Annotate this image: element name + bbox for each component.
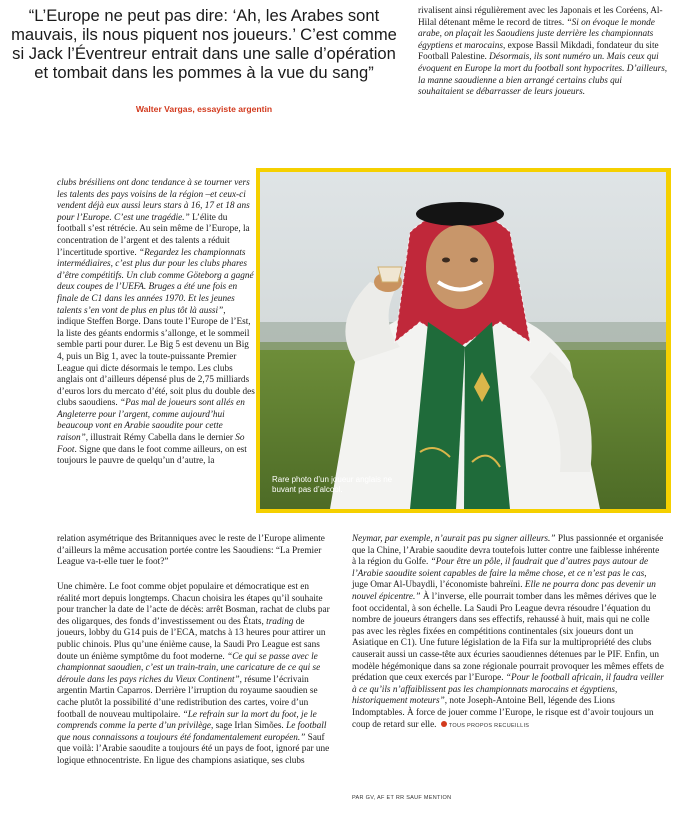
text-run: “Pour le football africain, il faudra veiller à ce qu’ils n’affaiblissent pas les championnats marocains et égyptiens, historiquement moteurs” — [352, 673, 664, 707]
credit-line-2: PAR GV, AF ET RR SAUF MENTION — [352, 795, 452, 801]
text-run: “Pour être un pôle, il faudrait que d’autres pays autour de l’Arabie saoudite soient capables de faire la même chose, et ce n’est pas le cas — [352, 557, 649, 579]
text-run: “Regardez les championnats intermédiaires, c’est plus dur pour les clubs phares d’être compétitifs. Un club comme Göteborg a gagné deux coupes de l’UEFA. Bruges a été une fois en finale de C1 dans les années 1970. Et les jeunes talents s’en vont de plus en plus tôt là aussi” — [57, 247, 254, 316]
photo — [260, 172, 666, 509]
text-run: , note Joseph-Antoine Bell, légende des Lions Indomptables. À force de jouer comme l’Europe, le risque est d’avoir toujours un coup de retard sur elle. — [352, 696, 654, 730]
column-2-runs — [352, 534, 664, 730]
text-run: “Ce qui se passe avec le championnat saoudien, c’est un train-train, une caricature de ce qui se déroule dans les pays riches du Vieux Continent” — [57, 651, 321, 685]
text-run: , juge Omar Al-Ubaydli, l’économiste bahreïni. — [352, 568, 647, 591]
text-run: Elle ne pourra donc pas devenir un nouvel épicentre.” — [352, 580, 656, 602]
text-run: “Pas mal de joueurs sont allés en Angleterre pour l’argent, comme aujourd’hui beaucoup vont en Arabie saoudite pour cette raison” — [57, 398, 245, 444]
pull-quote: “L’Europe ne peut pas dire: ‘Ah, les Arabes sont mauvais, ils nous piquent nos joueurs.’ C’est comme si Jack l’Éventreur entrait dans une salle d’opération et tombait dans les pommes à la vue du sang” — [11, 6, 397, 82]
column-1-bottom-text — [57, 582, 333, 768]
photo-caption: Rare photo d’un joueur anglais ne buvant pas d’alcool. — [272, 475, 393, 494]
credit-line-1: TOUS PROPOS RECUEILLIS — [448, 722, 530, 729]
text-run: Sauf que voilà: l’Arabie saoudite a toujours été un pays de foot, ignoré par une logique ethnocentriste. En ligue des champions asiatique, ses clubs — [57, 732, 330, 766]
photo-frame — [256, 168, 671, 513]
text-run: So Foot — [57, 433, 245, 455]
text-run: , sage Irlan Simões. — [211, 721, 287, 732]
text-run: Neymar, par exemple, n’aurait pas pu signer ailleurs.” — [352, 534, 556, 544]
text-run: “Si on évoque le monde arabe, on plaçait les Saoudiens juste derrière les championnats égyptiens et marocains — [418, 17, 655, 51]
text-run: Désormais, ils sont numéro un. Mais ceux qui évoquent en Europe la mort du football sont hypocrites. D’ailleurs, la manne saoudienne a bien arrangé certains clubs qui souhaitaient se débarrasser de leurs joueurs. — [418, 52, 668, 98]
text-run: À l’inverse, elle pourrait tomber dans les mêmes dérives que le foot occidental, à son échelle. La Saudi Pro League devra résoudre l’équation du nombre de joueurs étrangers dans ses effectifs, rehaussé à huit, mais qui ne colle pas avec les règles fixées en compétitions continentales (six joueurs dont un Asiatique en C1). Une future législation de la Fifa sur la multipropriété des clubs causerait aussi un casse-tête aux écuries saoudiennes détenues par le PIF. Enfin, un modèle hégémonique dans sa zone régionale pourrait provoquer les mêmes effets de prédation que ceux exercés par l’Europe. — [352, 591, 664, 684]
text-run: Une chimère. Le foot comme objet populaire et démocratique est en réalité mort depuis longtemps. Chacun choisira les étapes qu’il souhaite pour trancher la date de l’acte de décès: arrêt Bosman, rachat de clubs par des oligarques, des fonds d’investissement ou des États, — [57, 582, 330, 627]
text-run: , illustrait Rémy Cabella dans le dernier — [85, 433, 236, 444]
end-mark-icon — [441, 721, 447, 727]
text-run: rivalisent ainsi régulièrement avec les Japonais et les Coréens, Al-Hilal détenant même le record de titres. — [418, 6, 663, 28]
man-in-keffiyeh-illustration — [260, 172, 666, 509]
pull-quote-attribution: Walter Vargas, essayiste argentin — [135, 104, 273, 114]
text-run: L’élite du football s’est rétrécie. Au sein même de l’Europe, la concentration de l’argent et des talents a réduit l’incertitude sportive. — [57, 212, 250, 258]
text-run: trading — [266, 616, 294, 627]
text-run: , résume l’écrivain argentin Martin Caparros. Derrière l’irruption du royaume saoudien se cache plutôt la possibilité d’une redistribution des cartes, voire d’un football de nouveau multipolaire. — [57, 674, 318, 720]
column-2-text — [352, 534, 664, 732]
text-run: , indique Steffen Borge. Dans toute l’Europe de l’Est, la liste des géants endormis s’allonge, et le sommeil semble parti pour durer. Le Big 5 est devenu un Big 4, puis un Big 1, avec la toute-puissante Premier League qui dicte désormais le tempo. Les clubs anglais ont d’ailleurs dépensé plus de 2,75 milliards d’euros lors du mercato d’été, soit plus du double des clubs saoudiens. — [57, 305, 255, 409]
text-run: . Signe que dans le foot comme ailleurs, on est toujours le pauvre de quelqu’un d’autre, la — [57, 444, 247, 467]
text-run: “Le refrain sur la mort du foot, je le comprends comme la perte d’un privilège — [57, 709, 317, 732]
column-1-text — [57, 178, 255, 468]
text-run: clubs brésiliens ont donc tendance à se tourner vers les talents des pays voisins de la région –et ceux-ci vendent déjà eux aussi leurs stars à 16, 17 et 18 ans pour l’Europe. C’est une tragédie.” — [57, 178, 250, 223]
text-run: Le football que nous connaissons a toujours été fondamentalement européen.” — [57, 721, 327, 743]
text-run: , expose Bassil Mikdadi, fondateur du site Football Palestine. — [418, 40, 659, 63]
wide-paragraph — [57, 534, 333, 569]
text-run: Plus passionnée et organisée que la Chine, l’Arabie saoudite devra toutefois lutter contre une faiblesse inhérente à la région du Golfe. — [352, 534, 664, 568]
text-run: de joueurs, lobby du G14 puis de l’ECA, matchs à 13 heures pour attirer un public chinois. Plus qu’une énième cause, la Saudi Pro League est sans doute un énième symptôme du foot moderne. — [57, 616, 326, 662]
top-right-column — [418, 6, 668, 99]
text-run: relation asymétrique des Britanniques avec le reste de l’Europe alimente d’ailleurs la même accusation portée contre les Saoudiens: “La Premier League va-t-elle tuer le foot?” — [57, 534, 325, 568]
